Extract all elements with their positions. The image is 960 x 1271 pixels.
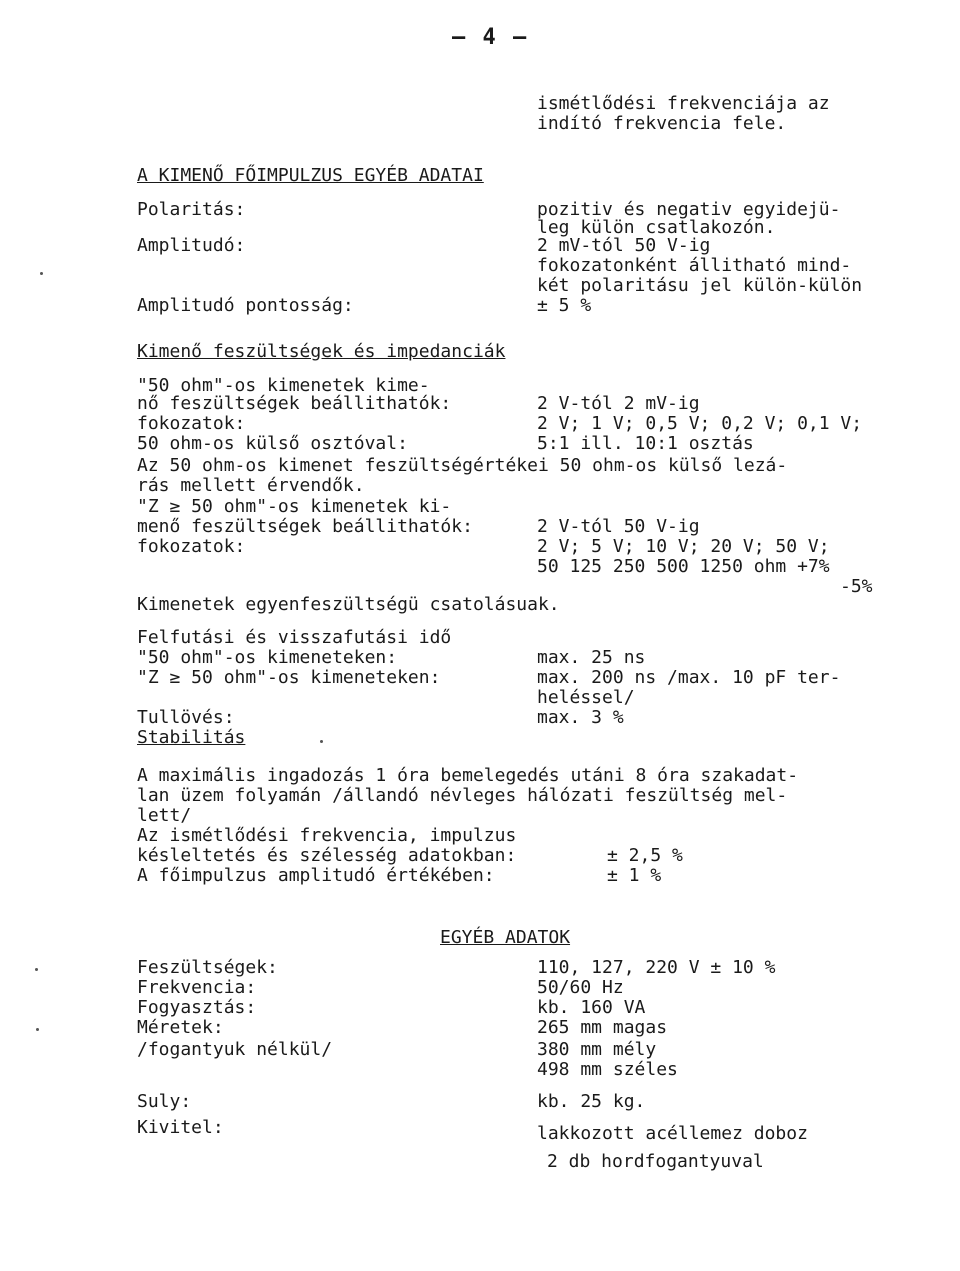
top-right-line-2: indító frekvencia fele.	[537, 113, 787, 134]
s2-line-7: "Z ≥ 50 ohm"-os kimenetek ki-	[137, 496, 452, 517]
s3-line-1: Felfutási és visszafutási idő	[137, 627, 452, 648]
amplitudo-value-3: két polaritásu jel külön-külön	[537, 275, 863, 296]
s2-line-5: Az 50 ohm-os kimenet feszültségértékei 50 ohm-os külső lezá-	[137, 455, 788, 476]
row-label: Frekvencia:	[137, 977, 257, 998]
s2-line-1: "50 ohm"-os kimenetek kime-	[137, 375, 430, 396]
polaritas-label: Polaritás:	[137, 199, 246, 220]
row-label: Suly:	[137, 1091, 192, 1112]
polaritas-value-2: leg külön csatlakozón.	[537, 217, 776, 238]
s2-line-4-value: 5:1 ill. 10:1 osztás	[537, 433, 754, 454]
s2-line-12: Kimenetek egyenfeszültségü csatolásuak.	[137, 594, 560, 615]
section2-heading: Kimenő feszültségek és impedanciák	[137, 341, 506, 362]
s2-line-3-value: 2 V; 1 V; 0,5 V; 0,2 V; 0,1 V;	[537, 413, 863, 434]
pontossag-value: ± 5 %	[537, 295, 592, 316]
row-label: Méretek:	[137, 1017, 224, 1038]
page-number: – 4 –	[452, 25, 529, 50]
row-value: lakkozott acéllemez doboz	[537, 1123, 808, 1144]
s3-line-3-value-2: heléssel/	[537, 687, 635, 708]
section4-heading: EGYÉB ADATOK	[440, 927, 571, 948]
row-value: 265 mm magas	[537, 1017, 668, 1038]
dot-mark	[320, 740, 323, 743]
s3-para-1: A maximális ingadozás 1 óra bemelegedés utáni 8 óra szakadat-	[137, 765, 799, 786]
amplitudo-value-1: 2 mV-tól 50 V-ig	[537, 235, 711, 256]
pontossag-label: Amplitudó pontosság:	[137, 295, 354, 316]
s2-line-8-value: 2 V-tól 50 V-ig	[537, 516, 700, 537]
polaritas-value-1: pozitiv és negativ egyidejü-	[537, 199, 841, 220]
s3-para-6-value: ± 1 %	[607, 865, 662, 886]
amplitudo-label: Amplitudó:	[137, 235, 246, 256]
row-label: Kivitel:	[137, 1117, 224, 1138]
row-value: 50/60 Hz	[537, 977, 624, 998]
s2-line-2-value: 2 V-tól 2 mV-ig	[537, 393, 700, 414]
margin-mark	[40, 272, 43, 275]
margin-mark	[35, 968, 38, 971]
row-label: Feszültségek:	[137, 957, 278, 978]
s2-line-9: fokozatok:	[137, 536, 246, 557]
s3-line-2-value: max. 25 ns	[537, 647, 646, 668]
s3-para-3: lett/	[137, 805, 192, 826]
stabilitas-heading: Stabilitás	[137, 727, 246, 748]
row-value: kb. 160 VA	[537, 997, 646, 1018]
s3-para-4: Az ismétlődési frekvencia, impulzus	[137, 825, 517, 846]
s2-line-6: rás mellett érvendők.	[137, 475, 365, 496]
amplitudo-value-2: fokozatonként állitható mind-	[537, 255, 852, 276]
s2-line-9-value: 2 V; 5 V; 10 V; 20 V; 50 V;	[537, 536, 830, 557]
margin-mark	[36, 1028, 39, 1031]
s3-para-2: lan üzem folyamán /állandó névleges hálózati feszültség mel-	[137, 785, 788, 806]
s3-line-2: "50 ohm"-os kimeneteken:	[137, 647, 398, 668]
row-value: 498 mm széles	[537, 1059, 678, 1080]
row-value: 380 mm mély	[537, 1039, 657, 1060]
s2-line-10-value: 50 125 250 500 1250 ohm +7%	[537, 556, 830, 577]
s3-line-3: "Z ≥ 50 ohm"-os kimeneteken:	[137, 667, 441, 688]
tullovés-value: max. 3 %	[537, 707, 624, 728]
s2-line-2: nő feszültségek beállithatók:	[137, 393, 452, 414]
s3-line-3-value-1: max. 200 ns /max. 10 pF ter-	[537, 667, 841, 688]
s2-line-11-value: -5%	[840, 576, 873, 597]
row-label: Fogyasztás:	[137, 997, 257, 1018]
s2-line-8: menő feszültségek beállithatók:	[137, 516, 473, 537]
section1-heading: A KIMENŐ FŐIMPULZUS EGYÉB ADATAI	[137, 165, 484, 186]
s2-line-4: 50 ohm-os külső osztóval:	[137, 433, 408, 454]
s2-line-3: fokozatok:	[137, 413, 246, 434]
s3-para-6: A főimpulzus amplitudó értékében:	[137, 865, 495, 886]
row-value: kb. 25 kg.	[537, 1091, 646, 1112]
top-right-line-1: ismétlődési frekvenciája az	[537, 93, 830, 114]
row-value: 110, 127, 220 V ± 10 %	[537, 957, 776, 978]
tullovés-label: Tullövés:	[137, 707, 235, 728]
s3-para-5: késleltetés és szélesség adatokban:	[137, 845, 517, 866]
s3-para-5-value: ± 2,5 %	[607, 845, 683, 866]
row-value: 2 db hordfogantyuval	[547, 1151, 764, 1172]
row-label: /fogantyuk nélkül/	[137, 1039, 333, 1060]
